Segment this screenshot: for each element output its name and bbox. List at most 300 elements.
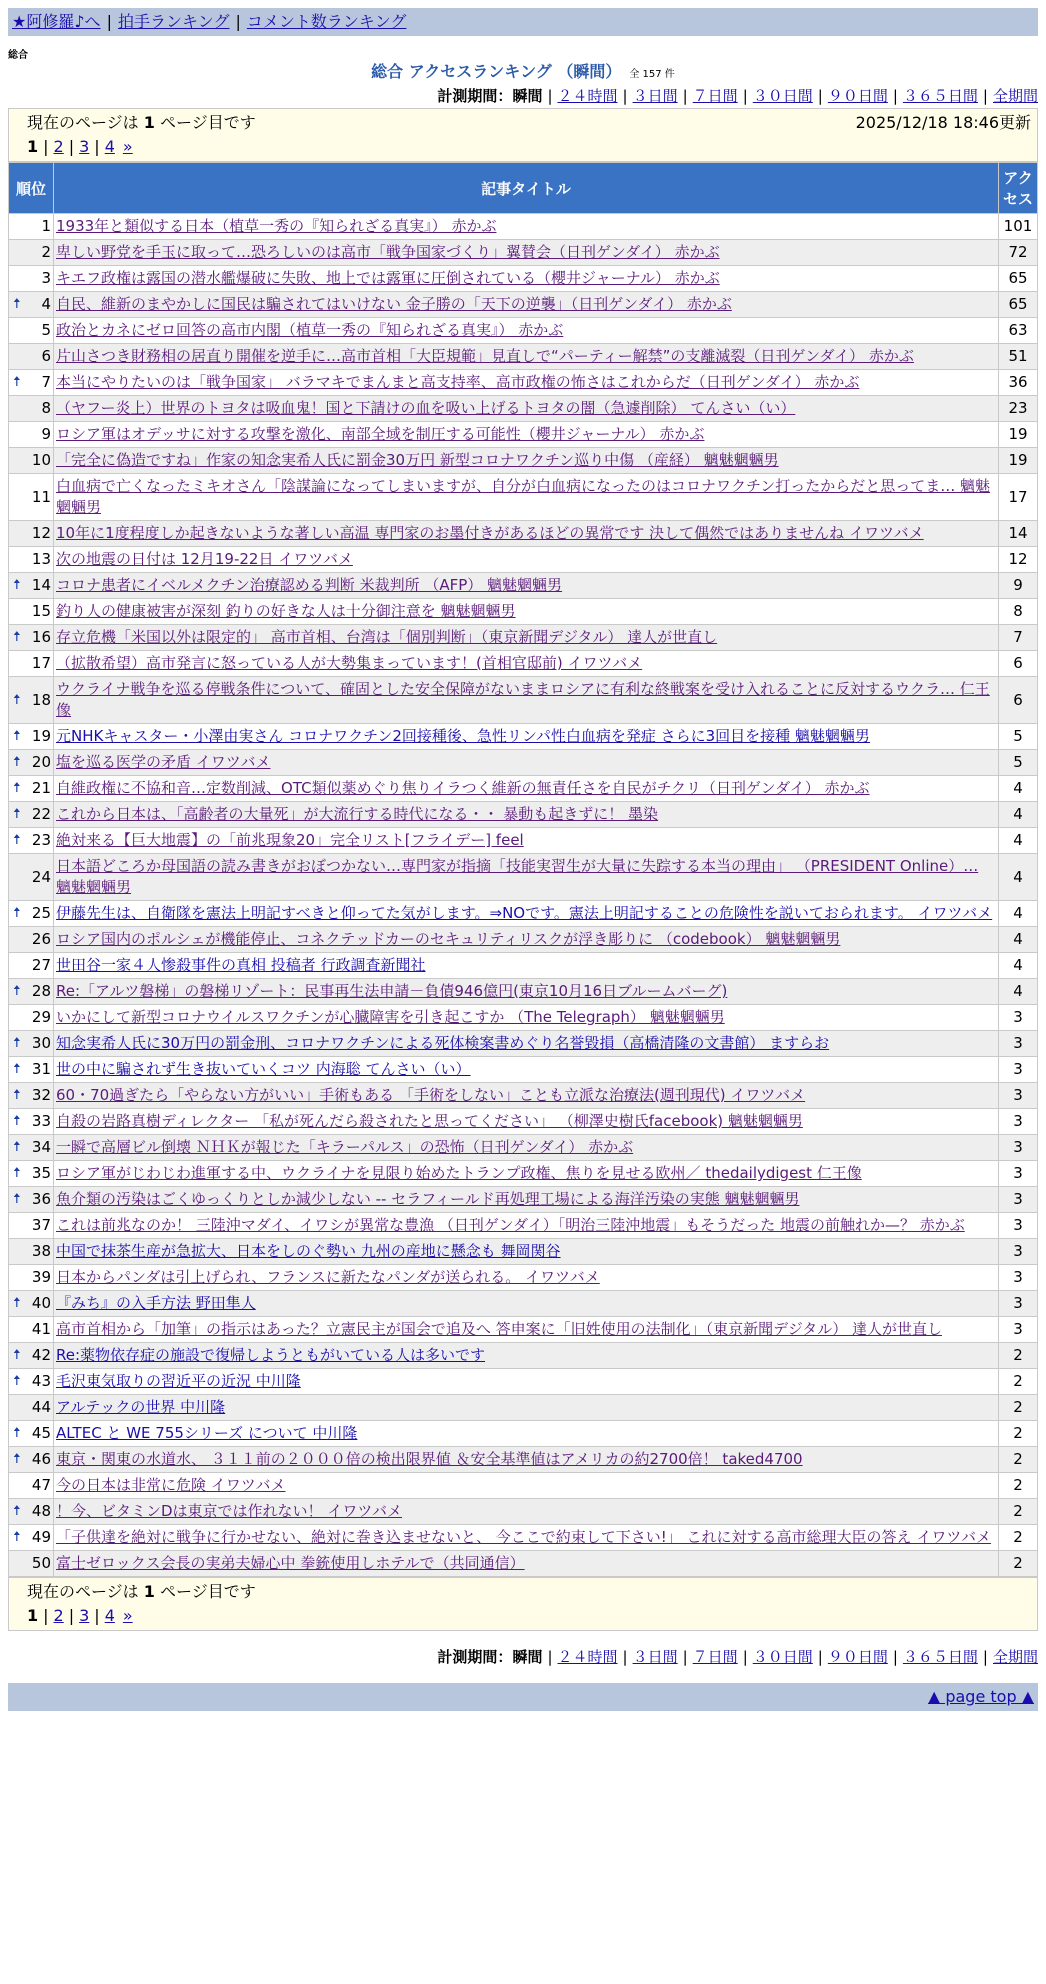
- table-row: [9, 1525, 1038, 1551]
- rank-up-arrow-icon: 🠅: [13, 1451, 21, 1467]
- rank-cell: [9, 1031, 54, 1057]
- page-links: [27, 135, 1031, 159]
- article-title-link[interactable]: 60・70過ぎたら「やらない方がいい」手術もある 「手術をしない」ことも立派な治療法(週刊現代) イワツバメ: [56, 1086, 806, 1104]
- article-title-link[interactable]: 白血病で亡くなったミキオさん「陰謀論になってしまいますが、自分が白血病になったのはコロナワクチン打ったからだと思ってま… 魑魅魍魎男: [56, 477, 991, 516]
- article-title-link[interactable]: 本当にやりたいのは「戦争国家」 バラマキでまんまと高支持率、高市政権の怖さはこれからだ（日刊ゲンダイ） 赤かぶ: [56, 373, 860, 391]
- article-title-link[interactable]: 日本からパンダは引上げられ、フランスに新たなパンダが送られる。 イワツバメ: [56, 1268, 600, 1286]
- access-count: 3: [999, 1109, 1038, 1135]
- comment-ranking-link[interactable]: コメント数ランキング: [246, 12, 407, 31]
- title-cell: [54, 422, 999, 448]
- table-row: [9, 1057, 1038, 1083]
- article-title-link[interactable]: 高市首相から「加筆」の指示はあった？立憲民主が国会で追及へ 答申案に「旧姓使用の法制化」（東京新聞デジタル） 達人が世直し: [56, 1320, 942, 1338]
- table-row: [9, 1239, 1038, 1265]
- rank-number: 2: [41, 243, 51, 261]
- rank-up-arrow-icon: 🠅: [13, 1529, 21, 1545]
- period-separator: |: [547, 1648, 553, 1666]
- title-cell: [54, 1109, 999, 1135]
- access-count: 3: [999, 1135, 1038, 1161]
- title-cell: [54, 240, 999, 266]
- page: [8, 8, 1038, 1711]
- pager-top: [8, 108, 1038, 162]
- article-title-link[interactable]: 一瞬で高層ビル倒壊 ＮＨＫが報じた「キラーパルス」の恐怖（日刊ゲンダイ） 赤かぶ: [56, 1138, 634, 1156]
- table-row: [9, 292, 1038, 318]
- rank-number: 14: [31, 576, 51, 594]
- table-row: [9, 1187, 1038, 1213]
- period-link[interactable]: ３６５日間: [902, 87, 978, 105]
- title-cell: [54, 828, 999, 854]
- page-link[interactable]: 3: [79, 1606, 90, 1625]
- period-current: 瞬間: [512, 87, 543, 105]
- rank-number: 20: [31, 753, 51, 771]
- rank-cell: [9, 776, 54, 802]
- article-title-link[interactable]: （拡散希望）高市発言に怒っている人が大勢集まっています！(首相官邸前) イワツバメ: [56, 654, 643, 672]
- rank-cell: [9, 1057, 54, 1083]
- rank-cell: [9, 802, 54, 828]
- period-link[interactable]: ９０日間: [827, 87, 888, 105]
- rank-number: 31: [31, 1060, 51, 1078]
- article-title-link[interactable]: これから日本は、「高齢者の大量死」が大流行する時代になる・・ 暴動も起きずに！ 墨染: [56, 805, 659, 823]
- nav-separator: |: [235, 12, 241, 31]
- rank-cell: [9, 1369, 54, 1395]
- rank-number: 11: [31, 487, 51, 506]
- title-cell: [54, 1031, 999, 1057]
- title-cell: [54, 927, 999, 953]
- rank-cell: [9, 521, 54, 547]
- rank-cell: [9, 240, 54, 266]
- rank-number: 4: [41, 295, 51, 313]
- pager-status-row: [27, 111, 1031, 135]
- table-row: [9, 953, 1038, 979]
- table-row: [9, 521, 1038, 547]
- access-count: 12: [999, 547, 1038, 573]
- rank-up-arrow-icon: 🠅: [13, 1347, 21, 1363]
- rank-number: 27: [31, 956, 51, 974]
- rank-number: 22: [31, 805, 51, 823]
- article-title-link[interactable]: 次の地震の日付は 12月19-22日 イワツバメ: [56, 550, 353, 568]
- article-title-link[interactable]: 世田谷一家４人惨殺事件の真相 投稿者 行政調査新聞社: [56, 956, 426, 974]
- article-title-link[interactable]: 1933年と類似する日本（植草一秀の『知られざる真実』） 赤かぶ: [56, 217, 497, 235]
- access-count: 19: [999, 422, 1038, 448]
- page-link[interactable]: 4: [104, 137, 115, 156]
- access-count: 3: [999, 1005, 1038, 1031]
- period-separator: |: [742, 87, 748, 105]
- table-row: [9, 1161, 1038, 1187]
- rank-number: 3: [41, 269, 51, 287]
- access-count: 3: [999, 1031, 1038, 1057]
- rank-cell: [9, 474, 54, 521]
- title-cell: [54, 724, 999, 750]
- rank-up-arrow-icon: 🠅: [13, 1087, 21, 1103]
- title-cell: [54, 448, 999, 474]
- title-cell: [54, 979, 999, 1005]
- period-link[interactable]: ２４時間: [557, 87, 618, 105]
- access-count: 3: [999, 1239, 1038, 1265]
- article-title-link[interactable]: 釣り人の健康被害が深刻 釣りの好きな人は十分御注意を 魑魅魍魎男: [56, 602, 516, 620]
- access-count: 5: [999, 750, 1038, 776]
- rank-number: 41: [31, 1320, 51, 1338]
- access-count: 72: [999, 240, 1038, 266]
- article-title-link[interactable]: Re:「アルツ磐梯」の磐梯リゾート：民事再生法申請－負債946億円(東京10月16日ブルームバーグ): [56, 982, 728, 1000]
- table-row: [9, 1265, 1038, 1291]
- rank-number: 29: [31, 1008, 51, 1026]
- period-separator: |: [982, 87, 988, 105]
- rank-number: 36: [31, 1190, 51, 1208]
- rank-up-arrow-icon: 🠅: [13, 728, 21, 744]
- article-title-link[interactable]: 日本語どころか母国語の読み書きがおぼつかない…専門家が指摘「技能実習生が大量に失踪する本当の理由」 （PRESIDENT Online）… 魑魅魍魎男: [56, 857, 979, 896]
- rank-cell: [9, 370, 54, 396]
- rank-cell: [9, 1005, 54, 1031]
- rank-cell: [9, 214, 54, 240]
- rank-cell: [9, 448, 54, 474]
- rank-cell: [9, 1213, 54, 1239]
- table-row: [9, 927, 1038, 953]
- access-count: 2: [999, 1421, 1038, 1447]
- access-count: 65: [999, 292, 1038, 318]
- title-cell: [54, 521, 999, 547]
- rank-number: 49: [31, 1528, 51, 1546]
- page-title: 総合 アクセスランキング （瞬間）: [371, 62, 622, 81]
- rank-cell: [9, 1525, 54, 1551]
- access-count: 3: [999, 1083, 1038, 1109]
- article-title-link[interactable]: 東京・関東の水道水、 ３１１前の２０００倍の検出限界値 ＆安全基準値はアメリカの約2700倍！ taked4700: [56, 1450, 803, 1468]
- table-row: [9, 828, 1038, 854]
- access-count: 2: [999, 1447, 1038, 1473]
- title-cell: [54, 266, 999, 292]
- rank-cell: [9, 1135, 54, 1161]
- article-title-link[interactable]: 魚介類の汚染はごくゆっくりとしか減少しない -- セラフィールド再処理工場による海洋汚染の実態 魑魅魍魎男: [56, 1190, 800, 1208]
- title-cell: [54, 802, 999, 828]
- title-cell: [54, 901, 999, 927]
- title-cell: [54, 547, 999, 573]
- access-count: 4: [999, 776, 1038, 802]
- page-status-suffix: ページ目です: [154, 1582, 256, 1601]
- access-count: 2: [999, 1499, 1038, 1525]
- rank-number: 21: [31, 779, 51, 797]
- rank-number: 44: [31, 1398, 51, 1416]
- rank-number: 5: [41, 321, 51, 339]
- period-link[interactable]: 全期間: [992, 87, 1038, 105]
- rank-cell: [9, 651, 54, 677]
- rank-number: 19: [31, 727, 51, 745]
- rank-up-arrow-icon: 🠅: [13, 1035, 21, 1051]
- title-cell: [54, 573, 999, 599]
- table-row: [9, 1135, 1038, 1161]
- page-next-link[interactable]: »: [122, 137, 133, 156]
- rank-number: 50: [31, 1554, 51, 1572]
- col-title-header: 記事タイトル: [54, 163, 999, 214]
- rank-number: 18: [31, 690, 51, 709]
- table-row: [9, 1421, 1038, 1447]
- page-status-number: 1: [143, 113, 155, 132]
- access-count: 4: [999, 828, 1038, 854]
- table-row: [9, 651, 1038, 677]
- top-nav-bar: [8, 8, 1038, 36]
- rank-up-arrow-icon: 🠅: [13, 1373, 21, 1389]
- access-count: 2: [999, 1369, 1038, 1395]
- article-title-link[interactable]: 片山さつき財務相の居直り開催を逆手に…高市首相「大臣規範」見直しで“パーティー解禁”の支離滅裂（日刊ゲンダイ） 赤かぶ: [56, 347, 914, 365]
- period-link[interactable]: ３０日間: [752, 1648, 813, 1666]
- period-link[interactable]: 全期間: [992, 1648, 1038, 1666]
- title-cell: [54, 1551, 999, 1577]
- rank-up-arrow-icon: 🠅: [13, 780, 21, 796]
- article-title-link[interactable]: 「完全に偽造ですね」作家の知念実希人氏に罰金30万円 新型コロナワクチン巡り中傷 （産経） 魑魅魍魎男: [56, 451, 779, 469]
- article-title-link[interactable]: 毛沢東気取りの習近平の近況 中川隆: [56, 1372, 301, 1390]
- rank-cell: [9, 1551, 54, 1577]
- article-title-link[interactable]: 自維政権に不協和音…定数削減、OTC類似薬めぐり焦りイラつく維新の無責任さを自民がチクリ（日刊ゲンダイ） 赤かぶ: [56, 779, 870, 797]
- access-count: 4: [999, 901, 1038, 927]
- nav-separator: |: [106, 12, 112, 31]
- rank-cell: [9, 1447, 54, 1473]
- table-row: [9, 240, 1038, 266]
- title-cell: [54, 370, 999, 396]
- title-cell: [54, 1265, 999, 1291]
- rank-cell: [9, 1265, 54, 1291]
- title-cell: [54, 953, 999, 979]
- table-row: [9, 776, 1038, 802]
- article-title-link[interactable]: ロシア軍がじわじわ進軍する中、ウクライナを見限り始めたトランプ政権、焦りを見せる欧州／ thedailydigest 仁王像: [56, 1164, 862, 1182]
- rank-number: 17: [31, 654, 51, 672]
- rank-number: 32: [31, 1086, 51, 1104]
- table-row: [9, 1031, 1038, 1057]
- rank-up-arrow-icon: 🠅: [13, 1113, 21, 1129]
- rank-cell: [9, 724, 54, 750]
- access-count: 65: [999, 266, 1038, 292]
- article-title-link[interactable]: 世の中に騙されず生き抜いていくコツ 内海聡 てんさい（い）: [56, 1060, 471, 1078]
- period-link[interactable]: ３日間: [632, 87, 678, 105]
- article-title-link[interactable]: コロナ患者にイベルメクチン治療認める判断 米裁判所 （AFP） 魑魅魍魎男: [56, 576, 563, 594]
- col-rank-header: 順位: [9, 163, 54, 214]
- article-title-link[interactable]: 「子供達を絶対に戦争に行かせない、絶対に巻き込ませないと、 今ここで約束して下さい!」 これに対する高市総理大臣の答え イワツバメ: [56, 1528, 992, 1546]
- title-cell: [54, 344, 999, 370]
- period-link[interactable]: ７日間: [692, 87, 738, 105]
- article-title-link[interactable]: 絶対来る【巨大地震】の「前兆現象20」完全リスト[フライデー] feel: [56, 831, 524, 849]
- rank-number: 33: [31, 1112, 51, 1130]
- article-title-link[interactable]: 『みち』の入手方法 野田隼人: [56, 1294, 256, 1312]
- access-count: 3: [999, 1291, 1038, 1317]
- rank-number: 1: [41, 217, 51, 235]
- page-link[interactable]: 4: [104, 1606, 115, 1625]
- page-separator: |: [68, 1606, 75, 1625]
- rank-number: 46: [31, 1450, 51, 1468]
- article-title-link[interactable]: ロシア国内のポルシェが機能停止、コネクテッドカーのセキュリティリスクが浮き彫りに （codebook） 魑魅魍魎男: [56, 930, 841, 948]
- table-row: [9, 1551, 1038, 1577]
- period-link[interactable]: ９０日間: [827, 1648, 888, 1666]
- article-title-link[interactable]: 存立危機「米国以外は限定的」 高市首相、台湾は「個別判断」（東京新聞デジタル） 達人が世直し: [56, 628, 718, 646]
- rank-cell: [9, 927, 54, 953]
- article-title-link[interactable]: 卑しい野党を手玉に取って…恐ろしいのは高市「戦争国家づくり」翼賛会（日刊ゲンダイ） 赤かぶ: [56, 243, 720, 261]
- article-title-link[interactable]: ！今、ビタミンDは東京では作れない！ イワツバメ: [56, 1502, 403, 1520]
- title-cell: [54, 474, 999, 521]
- period-link[interactable]: ３日間: [632, 1648, 678, 1666]
- rank-number: 6: [41, 347, 51, 365]
- rank-cell: [9, 396, 54, 422]
- table-row: [9, 448, 1038, 474]
- page-link[interactable]: 2: [53, 1606, 64, 1625]
- table-row: [9, 266, 1038, 292]
- article-title-link[interactable]: 知念実希人氏に30万円の罰金刑、コロナワクチンによる死体検案書めぐり名誉毀損（高橋清隆の文書館） ますらお: [56, 1034, 830, 1052]
- rank-cell: [9, 599, 54, 625]
- table-row: [9, 1447, 1038, 1473]
- access-count: 2: [999, 1473, 1038, 1499]
- article-title-link[interactable]: アルテックの世界 中川隆: [56, 1398, 226, 1416]
- rank-up-arrow-icon: 🠅: [13, 806, 21, 822]
- table-row: [9, 724, 1038, 750]
- table-row: [9, 1317, 1038, 1343]
- access-count: 17: [999, 474, 1038, 521]
- rank-number: 43: [31, 1372, 51, 1390]
- period-separator: |: [742, 1648, 748, 1666]
- article-title-link[interactable]: いかにして新型コロナウイルスワクチンが心臓障害を引き起こすか （The Telegraph） 魑魅魍魎男: [56, 1008, 725, 1026]
- table-row: [9, 474, 1038, 521]
- article-title-link[interactable]: 10年に1度程度しか起きないような著しい高温 専門家のお墨付きがあるほどの異常です 決して偶然ではありませんね イワツバメ: [56, 524, 924, 542]
- title-cell: [54, 1525, 999, 1551]
- article-title-link[interactable]: ウクライナ戦争を巡る停戦条件について、確固とした安全保障がないままロシアに有利な終戦案を受け入れることに反対するウクラ… 仁王像: [56, 680, 990, 719]
- rank-cell: [9, 979, 54, 1005]
- period-separator: |: [982, 1648, 988, 1666]
- table-row: [9, 547, 1038, 573]
- home-link[interactable]: ★阿修羅♪へ: [12, 12, 101, 31]
- title-cell: [54, 292, 999, 318]
- access-count: 4: [999, 802, 1038, 828]
- rank-number: 42: [31, 1346, 51, 1364]
- total-count: 全 157 件: [629, 69, 675, 80]
- ranking-table: [8, 162, 1038, 1577]
- table-row: [9, 802, 1038, 828]
- title-cell: [54, 1135, 999, 1161]
- rank-number: 13: [31, 550, 51, 568]
- rank-cell: [9, 266, 54, 292]
- period-selector-bottom: [8, 1645, 1038, 1669]
- article-title-link[interactable]: キエフ政権は露国の潜水艦爆破に失敗、地上では露軍に圧倒されている（櫻井ジャーナル） 赤かぶ: [56, 269, 720, 287]
- title-cell: [54, 776, 999, 802]
- rank-cell: [9, 1395, 54, 1421]
- title-cell: [54, 396, 999, 422]
- pager-status-row: [27, 1580, 1031, 1604]
- clap-ranking-link[interactable]: 拍手ランキング: [117, 12, 230, 31]
- article-title-link[interactable]: 自殺の岩路真樹ディレクター 「私が死んだら殺されたと思ってください」 （柳澤史樹氏facebook) 魑魅魍魎男: [56, 1112, 803, 1130]
- period-current: 瞬間: [512, 1648, 543, 1666]
- rank-up-arrow-icon: 🠅: [13, 905, 21, 921]
- rank-cell: [9, 1083, 54, 1109]
- rank-up-arrow-icon: 🠅: [13, 691, 21, 708]
- rank-number: 48: [31, 1502, 51, 1520]
- page-link[interactable]: 2: [53, 137, 64, 156]
- access-count: 51: [999, 344, 1038, 370]
- table-row: [9, 625, 1038, 651]
- article-title-link[interactable]: Re:薬物依存症の施設で復帰しようともがいている人は多いです: [56, 1346, 486, 1364]
- title-cell: [54, 1083, 999, 1109]
- rank-number: 34: [31, 1138, 51, 1156]
- access-count: 6: [999, 651, 1038, 677]
- rank-number: 15: [31, 602, 51, 620]
- title-cell: [54, 318, 999, 344]
- title-cell: [54, 1395, 999, 1421]
- table-row: [9, 1499, 1038, 1525]
- article-title-link[interactable]: 今の日本は非常に危険 イワツバメ: [56, 1476, 286, 1494]
- article-title-link[interactable]: ALTEC と WE 755シリーズ について 中川隆: [56, 1424, 358, 1442]
- access-count: 4: [999, 979, 1038, 1005]
- page-top-link[interactable]: ▲ page top ▲: [927, 1687, 1034, 1706]
- table-row: [9, 1291, 1038, 1317]
- article-title-link[interactable]: 伊藤先生は、自衛隊を憲法上明記すべきと仰ってた気がします。⇒NOです。憲法上明記することの危険性を説いておられます。 イワツバメ: [56, 904, 993, 922]
- access-count: 2: [999, 1525, 1038, 1551]
- access-count: 4: [999, 953, 1038, 979]
- article-title-link[interactable]: 富士ゼロックス会長の実弟夫婦心中 拳銃使用しホテルで（共同通信）: [56, 1554, 525, 1572]
- rank-number: 24: [31, 867, 51, 886]
- page-status-prefix: 現在のページは: [27, 1582, 144, 1601]
- category-label: 総合: [8, 50, 28, 61]
- period-link[interactable]: ３０日間: [752, 87, 813, 105]
- table-row: [9, 370, 1038, 396]
- table-row: [9, 677, 1038, 724]
- article-title-link[interactable]: 中国で抹茶生産が急拡大、日本をしのぐ勢い 九州の産地に懸念も 舞岡関谷: [56, 1242, 561, 1260]
- rank-number: 26: [31, 930, 51, 948]
- period-link[interactable]: ２４時間: [557, 1648, 618, 1666]
- rank-cell: [9, 677, 54, 724]
- title-cell: [54, 1447, 999, 1473]
- period-selector-top: [8, 84, 1038, 108]
- page-separator: |: [94, 137, 100, 156]
- rank-up-arrow-icon: 🠅: [13, 374, 21, 390]
- page-status-suffix: ページ目です: [154, 113, 256, 132]
- rank-cell: [9, 547, 54, 573]
- period-separator: |: [892, 87, 898, 105]
- access-count: 3: [999, 1057, 1038, 1083]
- table-row: [9, 1343, 1038, 1369]
- rank-cell: [9, 625, 54, 651]
- rank-up-arrow-icon: 🠅: [13, 629, 21, 645]
- rank-cell: [9, 292, 54, 318]
- article-title-link[interactable]: これは前兆なのか！ 三陸沖マダイ、イワシが異常な豊漁 （日刊ゲンダイ）「明治三陸沖地震」もそうだった 地震の前触れか—？ 赤かぶ: [56, 1216, 965, 1234]
- rank-cell: [9, 953, 54, 979]
- article-title-link[interactable]: （ヤフー炎上）世界のトヨタは吸血鬼！国と下請けの血を吸い上げるトヨタの闇（急遽削除） てんさい（い）: [56, 399, 796, 417]
- title-cell: [54, 1161, 999, 1187]
- rank-number: 39: [31, 1268, 51, 1286]
- page-separator: |: [43, 1606, 49, 1625]
- rank-up-arrow-icon: 🠅: [13, 983, 21, 999]
- period-separator: |: [622, 1648, 628, 1666]
- rank-number: 47: [31, 1476, 51, 1494]
- title-cell: [54, 1473, 999, 1499]
- title-cell: [54, 599, 999, 625]
- period-separator: |: [622, 87, 628, 105]
- bottom-bar: [8, 1683, 1038, 1711]
- rank-number: 12: [31, 524, 51, 542]
- period-separator: |: [892, 1648, 898, 1666]
- access-count: 9: [999, 573, 1038, 599]
- col-access-header: アクセス: [999, 163, 1038, 214]
- table-row: [9, 573, 1038, 599]
- article-title-link[interactable]: 自民、維新のまやかしに国民は騙されてはいけない 金子勝の「天下の逆襲」（日刊ゲンダイ） 赤かぶ: [56, 295, 732, 313]
- rank-cell: [9, 318, 54, 344]
- article-title-link[interactable]: 元NHKキャスター・小澤由実さん コロナワクチン2回接種後、急性リンパ性白血病を発症 さらに3回目を接種 魑魅魍魎男: [56, 727, 870, 745]
- rank-cell: [9, 1343, 54, 1369]
- page-status: [27, 111, 256, 135]
- article-title-link[interactable]: 塩を巡る医学の矛盾 イワツバメ: [56, 753, 271, 771]
- rank-number: 25: [31, 904, 51, 922]
- table-row: [9, 318, 1038, 344]
- article-title-link[interactable]: 政治とカネにゼロ回答の高市内閣（植草一秀の『知られざる真実』） 赤かぶ: [56, 321, 564, 339]
- page-link[interactable]: 3: [79, 137, 90, 156]
- article-title-link[interactable]: ロシア軍はオデッサに対する攻撃を激化、南部全域を制圧する可能性（櫻井ジャーナル） 赤かぶ: [56, 425, 705, 443]
- period-link[interactable]: ７日間: [692, 1648, 738, 1666]
- rank-cell: [9, 1291, 54, 1317]
- pager-bottom: [8, 1577, 1038, 1631]
- title-cell: [54, 625, 999, 651]
- period-link[interactable]: ３６５日間: [902, 1648, 978, 1666]
- page-next-link[interactable]: »: [122, 1606, 133, 1625]
- period-label: 計測期間：: [437, 1648, 513, 1666]
